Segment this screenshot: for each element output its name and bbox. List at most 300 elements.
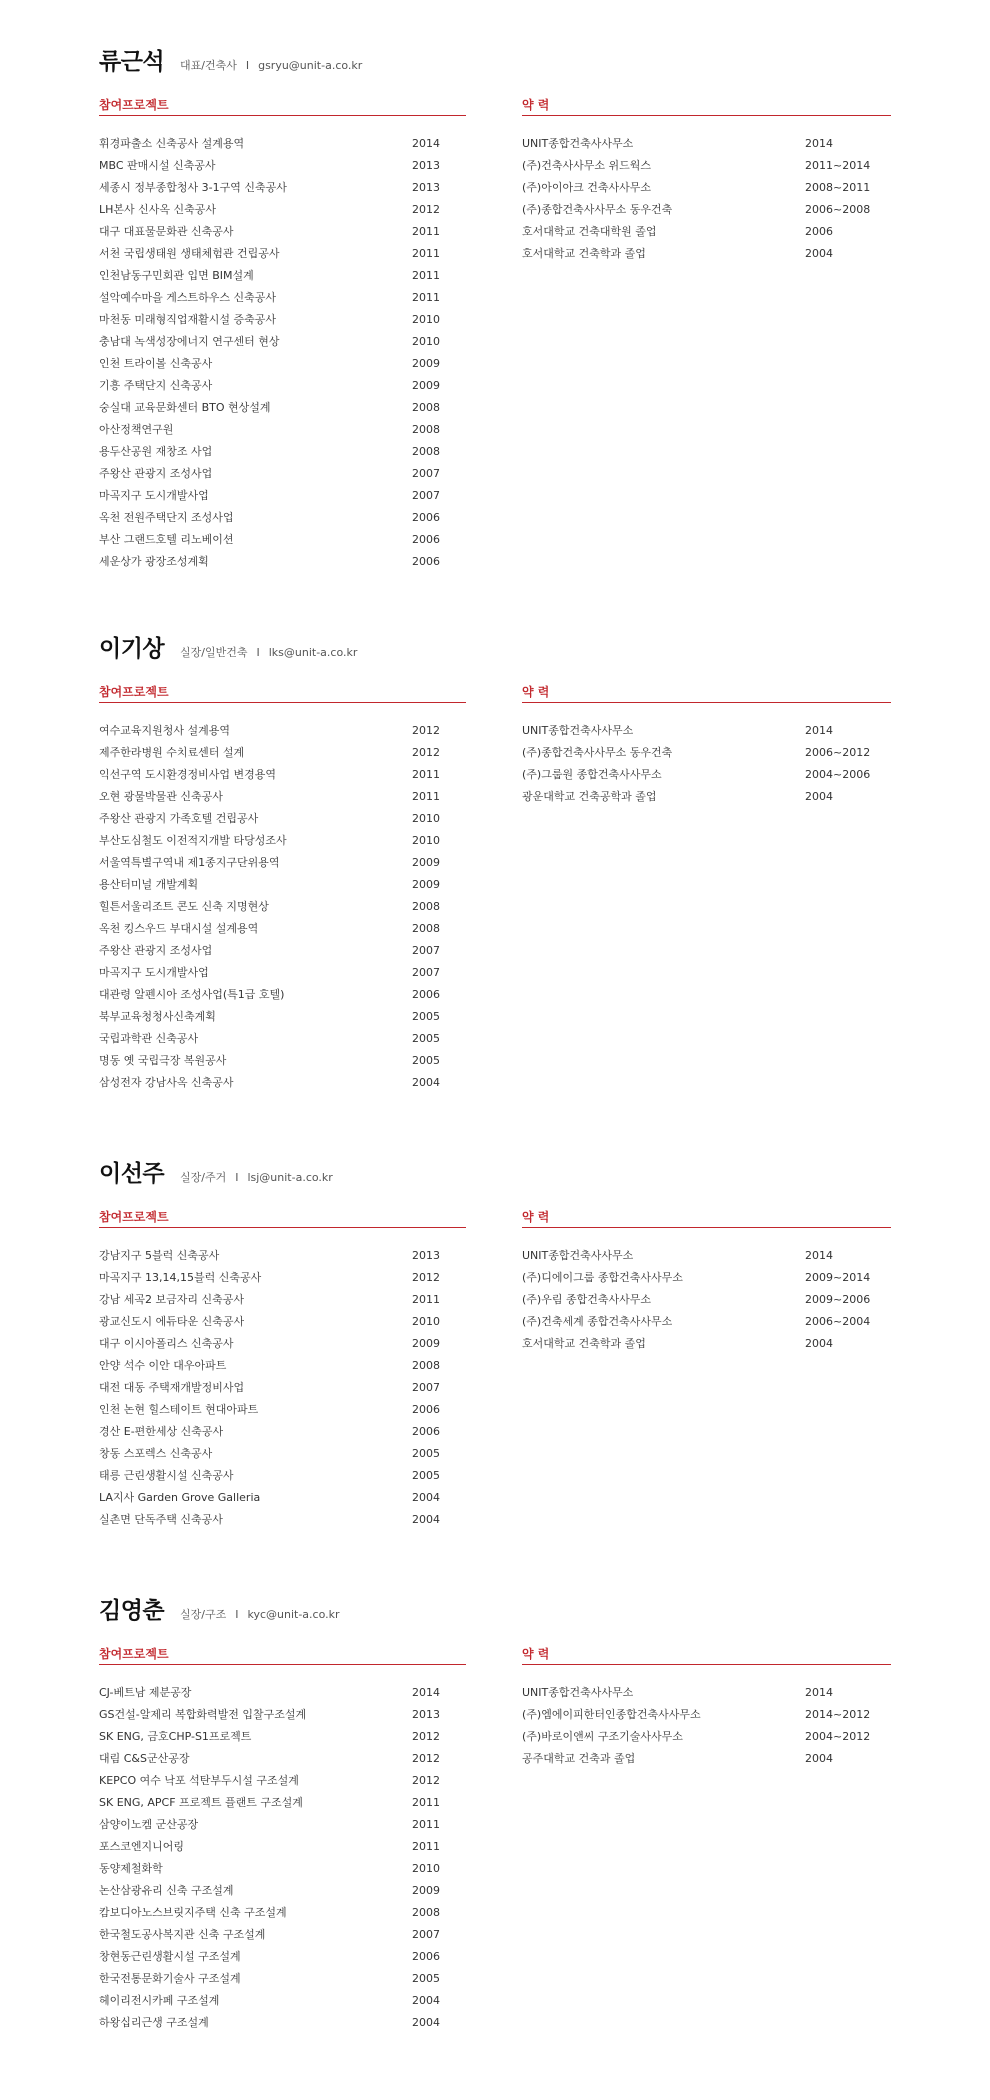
- project-year: 2012: [412, 746, 440, 759]
- career-title: 광운대학교 건축공학과 졸업: [522, 790, 657, 803]
- career-title: (주)엠에이피한터인종합건축사사무소: [522, 1708, 701, 1721]
- project-row: [99, 1926, 466, 1948]
- project-year: 2011: [412, 247, 440, 260]
- project-title: 익선구역 도시환경정비사업 변경용역: [99, 768, 277, 781]
- project-row: [99, 399, 466, 421]
- project-year: 2005: [412, 1469, 440, 1482]
- career-row: [522, 1313, 891, 1335]
- career-row: [522, 1247, 891, 1269]
- career-period: 2006~2004: [805, 1315, 871, 1328]
- person-name: 류근석: [99, 49, 165, 75]
- project-year: 2006: [412, 1950, 440, 1963]
- project-year: 2012: [412, 1730, 440, 1743]
- project-year: 2007: [412, 1928, 440, 1941]
- career-row: [522, 1706, 891, 1728]
- career-title: UNIT종합건축사사무소: [522, 1249, 634, 1262]
- project-year: 2014: [412, 137, 440, 150]
- project-row: [99, 289, 466, 311]
- career-title: 공주대학교 건축과 졸업: [522, 1752, 636, 1765]
- project-year: 2010: [412, 1862, 440, 1875]
- career-title: 호서대학교 건축학과 졸업: [522, 247, 646, 260]
- project-year: 2009: [412, 1337, 440, 1350]
- project-title: 설악예수마을 게스트하우스 신축공사: [99, 291, 277, 304]
- project-title: 한국철도공사복지관 신축 구조설계: [99, 1928, 266, 1941]
- person-email: lks@unit-a.co.kr: [268, 646, 358, 659]
- profile-section: [99, 43, 891, 568]
- projects-column: [99, 97, 466, 575]
- project-row: [99, 810, 466, 832]
- project-title: LA지사 Garden Grove Galleria: [99, 1491, 261, 1504]
- project-title: 여수교육지원청사 설계용역: [99, 724, 231, 737]
- project-row: [99, 1860, 466, 1882]
- profile-section: [99, 1592, 891, 2029]
- project-title: 마곡지구 도시개발사업: [99, 966, 209, 979]
- project-title: 힐튼서울리조트 콘도 신축 지명현상: [99, 900, 269, 913]
- person-meta: [180, 644, 357, 660]
- project-row: [99, 898, 466, 920]
- project-title: 하왕십리근생 구조설계: [99, 2016, 209, 2029]
- project-row: [99, 509, 466, 531]
- career-row: [522, 1728, 891, 1750]
- project-year: 2008: [412, 401, 440, 414]
- project-row: [99, 1052, 466, 1074]
- project-title: 포스코엔지니어링: [99, 1840, 185, 1853]
- project-row: [99, 377, 466, 399]
- career-row: [522, 744, 891, 766]
- project-year: 2012: [412, 1752, 440, 1765]
- career-title: (주)그룹원 종합건축사사무소: [522, 768, 662, 781]
- career-title: 호서대학교 건축대학원 졸업: [522, 225, 657, 238]
- project-title: 경산 E-편한세상 신축공사: [99, 1425, 224, 1438]
- career-row: [522, 766, 891, 788]
- career-period: 2004: [805, 790, 833, 803]
- career-title: 호서대학교 건축학과 졸업: [522, 1337, 646, 1350]
- project-year: 2004: [412, 2016, 440, 2029]
- project-year: 2005: [412, 1032, 440, 1045]
- project-row: [99, 920, 466, 942]
- project-year: 2013: [412, 1249, 440, 1262]
- career-title: (주)건축사사무소 위드웍스: [522, 159, 651, 172]
- project-title: 용두산공원 재창조 사업: [99, 445, 213, 458]
- career-title: (주)종합건축사사무소 동우건축: [522, 746, 673, 759]
- career-column: [522, 684, 891, 810]
- person-email: gsryu@unit-a.co.kr: [258, 59, 363, 72]
- career-period: 2011~2014: [805, 159, 871, 172]
- meta-separator: I: [245, 59, 250, 72]
- project-row: [99, 854, 466, 876]
- project-title: 제주한라병원 수치료센터 설계: [99, 746, 245, 759]
- projects-list: [99, 1247, 466, 1533]
- career-period: 2014: [805, 724, 833, 737]
- project-title: 대림 C&S군산공장: [99, 1752, 190, 1765]
- career-period: 2006~2008: [805, 203, 871, 216]
- project-title: 충남대 녹색성장에너지 연구센터 현상: [99, 335, 280, 348]
- project-title: 북부교육청청사신축계획: [99, 1010, 216, 1023]
- project-row: [99, 1269, 466, 1291]
- project-year: 2012: [412, 1774, 440, 1787]
- project-row: [99, 1838, 466, 1860]
- career-row: [522, 1291, 891, 1313]
- project-row: [99, 179, 466, 201]
- project-title: 휘경파출소 신축공사 설계용역: [99, 137, 245, 150]
- project-title: 대전 대동 주택재개발정비사업: [99, 1381, 245, 1394]
- project-title: 강남지구 5블럭 신축공사: [99, 1249, 220, 1262]
- project-year: 2010: [412, 812, 440, 825]
- project-row: [99, 1445, 466, 1467]
- project-year: 2008: [412, 922, 440, 935]
- project-year: 2004: [412, 1513, 440, 1526]
- career-period: 2014: [805, 1249, 833, 1262]
- project-row: [99, 1948, 466, 1970]
- project-year: 2010: [412, 335, 440, 348]
- career-period: 2014~2012: [805, 1708, 871, 1721]
- career-title: (주)바로이앤씨 구조기술사사무소: [522, 1730, 683, 1743]
- project-row: [99, 1335, 466, 1357]
- project-row: [99, 465, 466, 487]
- career-title: UNIT종합건축사사무소: [522, 137, 634, 150]
- project-year: 2013: [412, 1708, 440, 1721]
- project-row: [99, 2014, 466, 2036]
- project-year: 2007: [412, 966, 440, 979]
- project-year: 2011: [412, 768, 440, 781]
- project-year: 2013: [412, 181, 440, 194]
- project-year: 2011: [412, 1818, 440, 1831]
- project-title: 주왕산 관광지 가족호텔 건립공사: [99, 812, 259, 825]
- project-year: 2007: [412, 467, 440, 480]
- career-title: (주)디에이그룹 종합건축사사무소: [522, 1271, 683, 1284]
- projects-list: [99, 1684, 466, 2036]
- person-meta: [180, 1169, 333, 1185]
- career-row: [522, 179, 891, 201]
- person-name: 이선주: [99, 1161, 165, 1187]
- person-meta: [180, 1606, 340, 1622]
- project-title: 대구 이시아폴리스 신축공사: [99, 1337, 234, 1350]
- person-role: 실장/일반건축: [180, 646, 248, 659]
- project-row: [99, 1357, 466, 1379]
- project-year: 2006: [412, 511, 440, 524]
- project-title: 아산정책연구원: [99, 423, 174, 436]
- project-row: [99, 1030, 466, 1052]
- project-title: 마곡지구 도시개발사업: [99, 489, 209, 502]
- career-list: [522, 1684, 891, 1772]
- career-row: [522, 1269, 891, 1291]
- project-row: [99, 1467, 466, 1489]
- project-title: 주왕산 관광지 조성사업: [99, 467, 213, 480]
- career-period: 2006~2012: [805, 746, 871, 759]
- profile-header: [99, 630, 891, 670]
- project-title: CJ-베트남 제분공장: [99, 1686, 192, 1699]
- project-title: 광교신도시 에듀타운 신축공사: [99, 1315, 245, 1328]
- career-period: 2004: [805, 1752, 833, 1765]
- project-year: 2005: [412, 1054, 440, 1067]
- project-row: [99, 832, 466, 854]
- career-title: (주)아이아크 건축사사무소: [522, 181, 651, 194]
- project-row: [99, 487, 466, 509]
- meta-separator: I: [235, 1608, 239, 1621]
- career-title: (주)종합건축사사무소 동우건축: [522, 203, 673, 216]
- project-year: 2007: [412, 489, 440, 502]
- project-title: 옥천 킹스우드 부대시설 설계용역: [99, 922, 259, 935]
- person-meta: [180, 57, 362, 73]
- person-role: 대표/건축사: [180, 59, 237, 72]
- project-row: [99, 1291, 466, 1313]
- career-period: 2004: [805, 247, 833, 260]
- project-row: [99, 1970, 466, 1992]
- project-year: 2010: [412, 1315, 440, 1328]
- project-row: [99, 1728, 466, 1750]
- project-year: 2012: [412, 1271, 440, 1284]
- project-year: 2004: [412, 1994, 440, 2007]
- project-title: 오현 광물박물관 신축공사: [99, 790, 223, 803]
- project-title: 인천남동구민회관 입면 BIM설계: [99, 269, 254, 282]
- profile-section: [99, 630, 891, 1089]
- project-year: 2005: [412, 1010, 440, 1023]
- project-row: [99, 1247, 466, 1269]
- project-title: 서천 국립생태원 생태체험관 건립공사: [99, 247, 280, 260]
- project-year: 2011: [412, 269, 440, 282]
- project-title: 국립과학관 신축공사: [99, 1032, 199, 1045]
- project-year: 2014: [412, 1686, 440, 1699]
- project-row: [99, 1772, 466, 1794]
- project-row: [99, 223, 466, 245]
- career-row: [522, 223, 891, 245]
- project-year: 2011: [412, 790, 440, 803]
- project-row: [99, 135, 466, 157]
- career-row: [522, 1335, 891, 1357]
- project-row: [99, 1992, 466, 2014]
- projects-list: [99, 722, 466, 1096]
- project-row: [99, 1794, 466, 1816]
- career-period: 2009~2014: [805, 1271, 871, 1284]
- project-row: [99, 421, 466, 443]
- project-year: 2009: [412, 379, 440, 392]
- career-column: [522, 1209, 891, 1357]
- project-year: 2011: [412, 291, 440, 304]
- project-row: [99, 1882, 466, 1904]
- project-title: 부산 그랜드호텔 리노베이션: [99, 533, 234, 546]
- career-row: [522, 201, 891, 223]
- person-name: 김영춘: [99, 1598, 165, 1624]
- project-title: 마천동 미래형직업재활시설 증축공사: [99, 313, 277, 326]
- projects-list: [99, 135, 466, 575]
- project-title: SK ENG, APCF 프로젝트 플랜트 구조설계: [99, 1796, 303, 1809]
- project-year: 2010: [412, 313, 440, 326]
- project-row: [99, 986, 466, 1008]
- project-title: 안양 석수 이안 대우아파트: [99, 1359, 227, 1372]
- career-row: [522, 1750, 891, 1772]
- project-title: 강남 세곡2 보금자리 신축공사: [99, 1293, 244, 1306]
- project-row: [99, 1706, 466, 1728]
- project-year: 2011: [412, 1840, 440, 1853]
- person-role: 실장/주거: [180, 1171, 227, 1184]
- project-row: [99, 1379, 466, 1401]
- project-year: 2011: [412, 1293, 440, 1306]
- project-row: [99, 157, 466, 179]
- career-period: 2004~2012: [805, 1730, 871, 1743]
- project-title: 창현동근린생활시설 구조설계: [99, 1950, 241, 1963]
- project-year: 2008: [412, 423, 440, 436]
- project-row: [99, 876, 466, 898]
- project-row: [99, 1750, 466, 1772]
- project-title: 실촌면 단독주택 신축공사: [99, 1513, 223, 1526]
- project-year: 2013: [412, 159, 440, 172]
- career-heading: 약 력: [522, 1646, 891, 1665]
- career-period: 2004: [805, 1337, 833, 1350]
- project-title: 세종시 정부종합청사 3-1구역 신축공사: [99, 181, 287, 194]
- person-email: kyc@unit-a.co.kr: [247, 1608, 340, 1621]
- project-title: MBC 판매시설 신축공사: [99, 159, 216, 172]
- project-year: 2004: [412, 1491, 440, 1504]
- project-title: 인천 트라이볼 신축공사: [99, 357, 213, 370]
- project-year: 2012: [412, 203, 440, 216]
- meta-separator: I: [256, 646, 260, 659]
- project-title: 인천 논현 힐스테이트 현대아파트: [99, 1403, 259, 1416]
- project-title: 논산삼광유리 신축 구조설계: [99, 1884, 234, 1897]
- career-row: [522, 245, 891, 267]
- project-row: [99, 766, 466, 788]
- career-heading: 약 력: [522, 1209, 891, 1228]
- projects-heading: 참여프로젝트: [99, 1209, 466, 1228]
- project-title: 명동 옛 국립극장 복원공사: [99, 1054, 227, 1067]
- project-row: [99, 1423, 466, 1445]
- career-list: [522, 1247, 891, 1357]
- project-year: 2010: [412, 834, 440, 847]
- career-period: 2004~2006: [805, 768, 871, 781]
- career-period: 2008~2011: [805, 181, 871, 194]
- project-year: 2009: [412, 357, 440, 370]
- projects-heading: 참여프로젝트: [99, 97, 466, 116]
- project-row: [99, 1074, 466, 1096]
- project-row: [99, 267, 466, 289]
- project-year: 2005: [412, 1447, 440, 1460]
- projects-column: [99, 684, 466, 1096]
- project-year: 2008: [412, 1906, 440, 1919]
- meta-separator: I: [235, 1171, 239, 1184]
- career-title: UNIT종합건축사사무소: [522, 724, 634, 737]
- person-email: lsj@unit-a.co.kr: [247, 1171, 333, 1184]
- project-row: [99, 1008, 466, 1030]
- project-title: 삼양이노켐 군산공장: [99, 1818, 199, 1831]
- career-period: 2014: [805, 137, 833, 150]
- project-title: 한국전통문화기술사 구조설계: [99, 1972, 241, 1985]
- career-list: [522, 722, 891, 810]
- project-title: 용산터미널 개발계획: [99, 878, 199, 891]
- project-title: 마곡지구 13,14,15블럭 신축공사: [99, 1271, 262, 1284]
- project-title: LH본사 신사옥 신축공사: [99, 203, 217, 216]
- project-row: [99, 531, 466, 553]
- project-row: [99, 245, 466, 267]
- career-heading: 약 력: [522, 97, 891, 116]
- project-row: [99, 942, 466, 964]
- project-row: [99, 1904, 466, 1926]
- project-year: 2012: [412, 724, 440, 737]
- project-title: 창동 스포렉스 신축공사: [99, 1447, 213, 1460]
- project-year: 2009: [412, 878, 440, 891]
- projects-column: [99, 1646, 466, 2036]
- project-title: 캄보디아노스브릿지주택 신축 구조설계: [99, 1906, 287, 1919]
- project-year: 2008: [412, 900, 440, 913]
- project-title: 세운상가 광장조성계획: [99, 555, 209, 568]
- project-title: 태릉 근린생활시설 신축공사: [99, 1469, 234, 1482]
- project-row: [99, 1401, 466, 1423]
- profile-section: [99, 1155, 891, 1526]
- projects-column: [99, 1209, 466, 1533]
- project-year: 2008: [412, 445, 440, 458]
- project-title: 기흥 주택단지 신축공사: [99, 379, 213, 392]
- project-year: 2005: [412, 1972, 440, 1985]
- project-title: 삼성전자 강남사옥 신축공사: [99, 1076, 234, 1089]
- career-period: 2009~2006: [805, 1293, 871, 1306]
- project-row: [99, 443, 466, 465]
- project-row: [99, 744, 466, 766]
- project-row: [99, 964, 466, 986]
- project-row: [99, 1816, 466, 1838]
- career-period: 2006: [805, 225, 833, 238]
- project-title: 대구 대표물문화관 신축공사: [99, 225, 234, 238]
- project-year: 2006: [412, 988, 440, 1001]
- project-title: GS건설-알제리 복합화력발전 입찰구조설계: [99, 1708, 307, 1721]
- career-row: [522, 157, 891, 179]
- career-column: [522, 1646, 891, 1772]
- career-title: UNIT종합건축사사무소: [522, 1686, 634, 1699]
- project-title: 대관령 알펜시아 조성사업(특1급 호텔): [99, 988, 285, 1001]
- career-list: [522, 135, 891, 267]
- project-year: 2009: [412, 856, 440, 869]
- career-period: 2014: [805, 1686, 833, 1699]
- project-row: [99, 553, 466, 575]
- project-row: [99, 201, 466, 223]
- person-role: 실장/구조: [180, 1608, 227, 1621]
- career-title: (주)건축세계 종합건축사사무소: [522, 1315, 673, 1328]
- projects-heading: 참여프로젝트: [99, 684, 466, 703]
- career-row: [522, 135, 891, 157]
- project-year: 2006: [412, 1425, 440, 1438]
- project-year: 2007: [412, 1381, 440, 1394]
- project-row: [99, 1313, 466, 1335]
- project-title: 옥천 전원주택단지 조성사업: [99, 511, 234, 524]
- project-title: 주왕산 관광지 조성사업: [99, 944, 213, 957]
- project-row: [99, 333, 466, 355]
- profile-header: [99, 1592, 891, 1632]
- project-row: [99, 788, 466, 810]
- project-title: 서울역특별구역내 제1종지구단위용역: [99, 856, 280, 869]
- project-year: 2009: [412, 1884, 440, 1897]
- profile-header: [99, 1155, 891, 1195]
- project-title: 숭실대 교육문화센터 BTO 현상설계: [99, 401, 271, 414]
- career-heading: 약 력: [522, 684, 891, 703]
- project-year: 2008: [412, 1359, 440, 1372]
- career-row: [522, 722, 891, 744]
- project-year: 2011: [412, 1796, 440, 1809]
- project-year: 2007: [412, 944, 440, 957]
- project-year: 2004: [412, 1076, 440, 1089]
- profile-header: [99, 43, 891, 83]
- project-row: [99, 355, 466, 377]
- career-column: [522, 97, 891, 267]
- project-year: 2006: [412, 555, 440, 568]
- person-name: 이기상: [99, 636, 165, 662]
- project-title: 부산도심철도 이전적지개발 타당성조사: [99, 834, 287, 847]
- project-row: [99, 722, 466, 744]
- project-row: [99, 311, 466, 333]
- career-row: [522, 788, 891, 810]
- project-year: 2006: [412, 533, 440, 546]
- project-title: 동양제철화학: [99, 1862, 163, 1875]
- project-title: KEPCO 여수 낙포 석탄부두시설 구조설계: [99, 1774, 299, 1787]
- project-title: SK ENG, 금호CHP-S1프로젝트: [99, 1730, 252, 1743]
- projects-heading: 참여프로젝트: [99, 1646, 466, 1665]
- project-row: [99, 1511, 466, 1533]
